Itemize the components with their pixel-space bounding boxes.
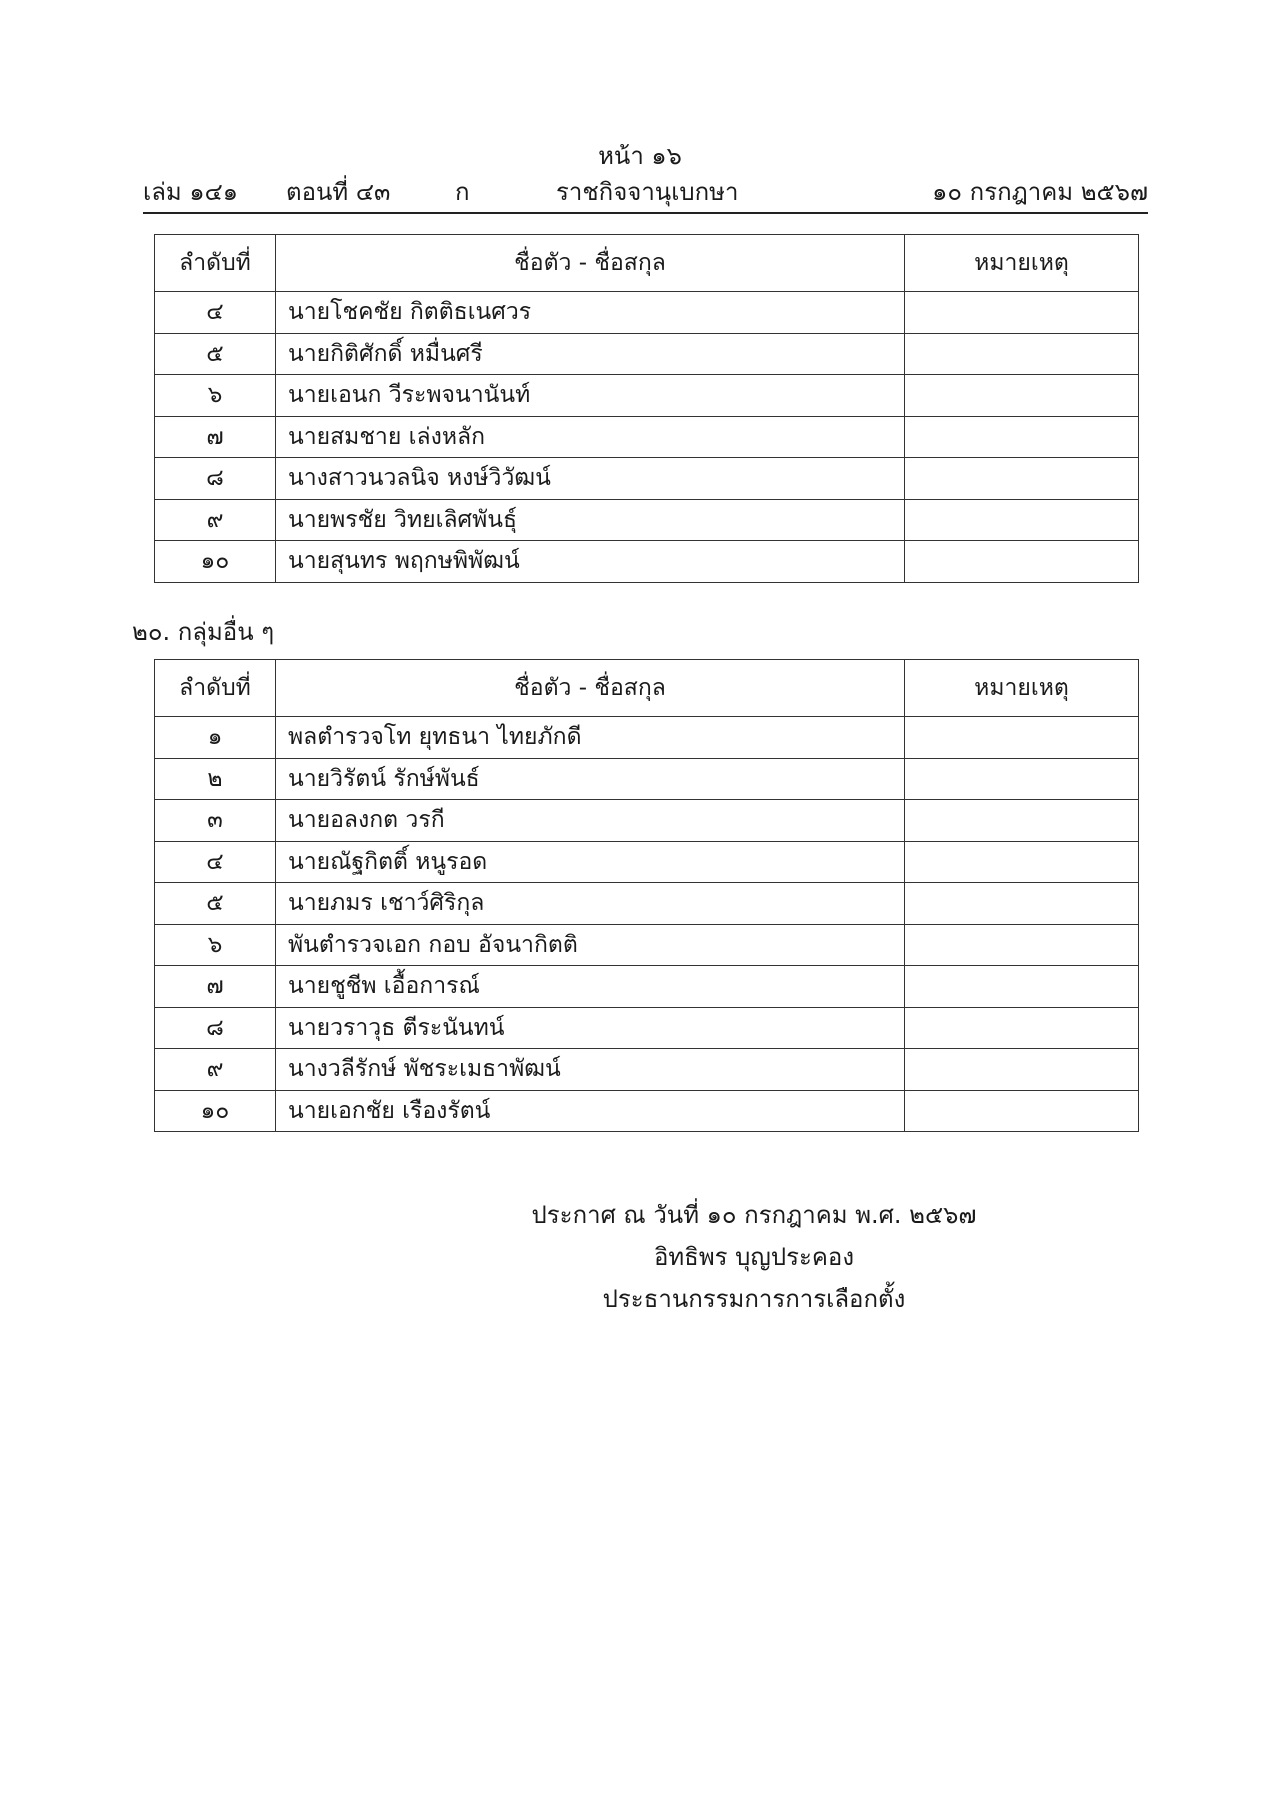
row-note <box>905 1090 1139 1132</box>
row-number: ๙ <box>155 499 276 541</box>
issue-label: ตอนที่ ๔๓ <box>286 178 391 206</box>
table-row <box>155 841 1139 883</box>
row-number: ๗ <box>155 966 276 1008</box>
table-row <box>155 1007 1139 1049</box>
table-row <box>155 499 1139 541</box>
column-header-note: หมายเหตุ <box>905 235 1139 292</box>
table-row <box>155 966 1139 1008</box>
row-note <box>905 841 1139 883</box>
row-number: ๒ <box>155 758 276 800</box>
table-row <box>155 292 1139 334</box>
row-name: พันตำรวจเอก กอบ อัจนากิตติ <box>276 924 905 966</box>
row-note <box>905 717 1139 759</box>
section-label: ก <box>455 178 470 206</box>
row-name: นายพรชัย วิทยเลิศพันธุ์ <box>276 499 905 541</box>
row-name: นายณัฐกิตติ์ หนูรอด <box>276 841 905 883</box>
column-header-name: ชื่อตัว - ชื่อสกุล <box>276 235 905 292</box>
row-note <box>905 541 1139 583</box>
row-name: นายภมร เชาว์ศิริกุล <box>276 883 905 925</box>
announcement-date-line: ประกาศ ณ วันที่ ๑๐ กรกฎาคม พ.ศ. ๒๕๖๗ <box>531 1201 977 1229</box>
column-header-no: ลำดับที่ <box>155 235 276 292</box>
page-number: หน้า ๑๖ <box>598 142 682 170</box>
table-row <box>155 458 1139 500</box>
row-number: ๘ <box>155 458 276 500</box>
signer-title: ประธานกรรมการการเลือกตั้ง <box>602 1285 906 1313</box>
row-note <box>905 1007 1139 1049</box>
section-heading-other-groups: ๒๐. กลุ่มอื่น ๆ <box>132 618 275 646</box>
row-name: นายเอกชัย เรืองรัตน์ <box>276 1090 905 1132</box>
row-number: ๕ <box>155 333 276 375</box>
signer-name: อิทธิพร บุญประคอง <box>653 1243 855 1271</box>
row-number: ๔ <box>155 292 276 334</box>
row-note <box>905 499 1139 541</box>
row-note <box>905 292 1139 334</box>
row-name: นายชูชีพ เอื้อการณ์ <box>276 966 905 1008</box>
row-note <box>905 416 1139 458</box>
row-note <box>905 883 1139 925</box>
table-row <box>155 416 1139 458</box>
table-row <box>155 924 1139 966</box>
table-row <box>155 800 1139 842</box>
row-note <box>905 1049 1139 1091</box>
row-note <box>905 333 1139 375</box>
row-note <box>905 966 1139 1008</box>
gazette-header <box>143 172 1148 212</box>
row-note <box>905 758 1139 800</box>
row-name: นายโชคชัย กิตติธเนศวร <box>276 292 905 334</box>
row-name: นายวิรัตน์ รักษ์พันธ์ <box>276 758 905 800</box>
names-table-continued <box>154 234 1139 583</box>
column-header-note: หมายเหตุ <box>905 660 1139 717</box>
row-number: ๗ <box>155 416 276 458</box>
row-name: นายสุนทร พฤกษพิพัฒน์ <box>276 541 905 583</box>
row-note <box>905 924 1139 966</box>
volume-label: เล่ม ๑๔๑ <box>143 178 238 206</box>
row-number: ๔ <box>155 841 276 883</box>
row-name: พลตำรวจโท ยุทธนา ไทยภักดี <box>276 717 905 759</box>
table-row <box>155 1049 1139 1091</box>
publication-date: ๑๐ กรกฎาคม ๒๕๖๗ <box>932 178 1148 206</box>
table-row <box>155 333 1139 375</box>
column-header-no: ลำดับที่ <box>155 660 276 717</box>
table-header-row <box>155 235 1139 292</box>
row-name: นายสมชาย เล่งหลัก <box>276 416 905 458</box>
row-note <box>905 800 1139 842</box>
row-note <box>905 375 1139 417</box>
row-name: นางสาวนวลนิจ หงษ์วิวัฒน์ <box>276 458 905 500</box>
table-row <box>155 1090 1139 1132</box>
table-row <box>155 717 1139 759</box>
row-number: ๖ <box>155 375 276 417</box>
column-header-name: ชื่อตัว - ชื่อสกุล <box>276 660 905 717</box>
row-name: นายกิติศักดิ์ หมื่นศรี <box>276 333 905 375</box>
row-number: ๑๐ <box>155 541 276 583</box>
table-row <box>155 883 1139 925</box>
header-divider <box>143 212 1148 214</box>
table-row <box>155 758 1139 800</box>
row-number: ๓ <box>155 800 276 842</box>
table-row <box>155 541 1139 583</box>
row-note <box>905 458 1139 500</box>
row-name: นายอลงกต วรกี <box>276 800 905 842</box>
row-number: ๑ <box>155 717 276 759</box>
row-number: ๙ <box>155 1049 276 1091</box>
row-number: ๘ <box>155 1007 276 1049</box>
row-name: นายวราวุธ ตีระนันทน์ <box>276 1007 905 1049</box>
table-row <box>155 375 1139 417</box>
publication-title: ราชกิจจานุเบกษา <box>556 178 739 206</box>
row-name: นายเอนก วีระพจนานันท์ <box>276 375 905 417</box>
row-number: ๖ <box>155 924 276 966</box>
row-number: ๕ <box>155 883 276 925</box>
table-header-row <box>155 660 1139 717</box>
row-number: ๑๐ <box>155 1090 276 1132</box>
row-name: นางวลีรักษ์ พัชระเมธาพัฒน์ <box>276 1049 905 1091</box>
names-table-other-groups <box>154 659 1139 1132</box>
